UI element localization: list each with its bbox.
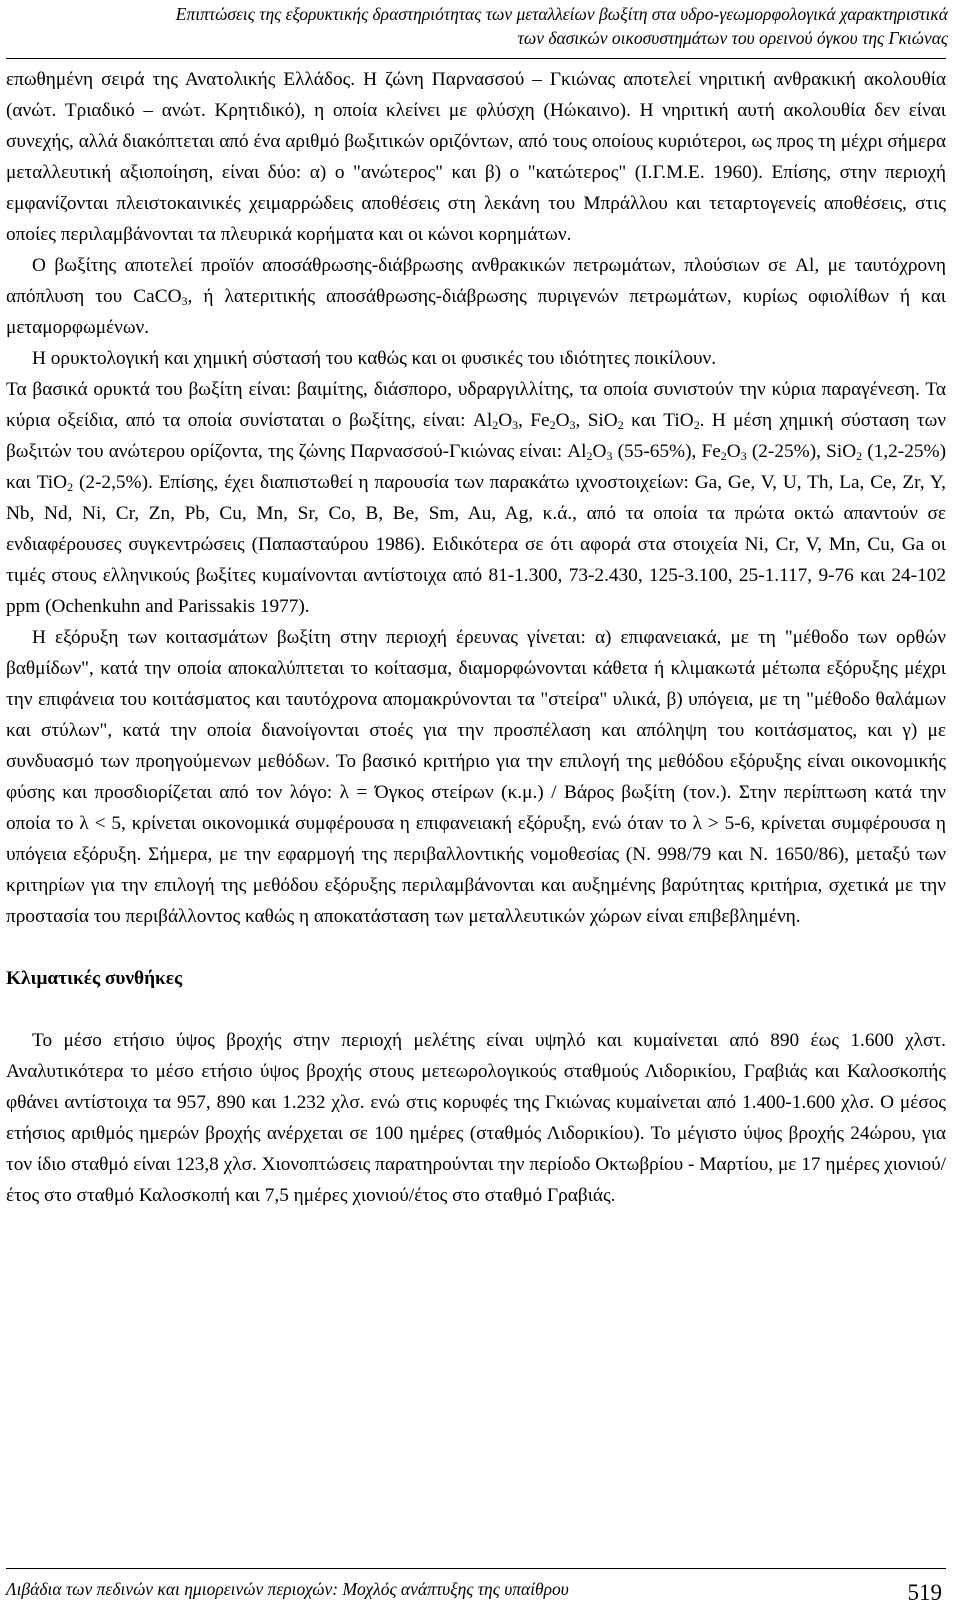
header-divider [6, 58, 946, 59]
running-header [0, 2, 948, 50]
paragraph-climate: Το μέσο ετήσιο ύψος βροχής στην περιοχή μελέτης είναι υψηλό και κυμαίνεται από 890 έως 1.600 χλστ. Αναλυτικότερα το μέσο ετήσιο ύψος βροχής στους μετεωρολογικούς σταθμούς Λιδορικίου, Γραβιάς και Καλοσκοπής φθάνει αντίστοιχα τα 957, 890 και 1.232 χλσ. ενώ στις κορυφές της Γκιώνας κυμαίνεται από 1.400-1.600 χλσ. Ο μέσος ετήσιος αριθμός ημερών βροχής ανέρχεται σε 100 ημέρες (σταθμός Λιδορικίου). Το μέγιστο ύψος βροχής 24ώρου, για τον ίδιο σταθμό είναι 123,8 χλσ. Χιονοπτώσεις παρατηρούνται την περίοδο Οκτωβρίου - Μαρτίου, με 17 ημέρες χιονιού/έτος στο σταθμό Καλοσκοπή και 7,5 ημέρες χιονιού/έτος στο σταθμό Γραβιάς. [6, 1030, 946, 1206]
section-heading-climate: Κλιματικές συνθήκες [6, 968, 183, 989]
paragraph-composition: Η ορυκτολογική και χημική σύστασή του καθώς και οι φυσικές του ιδιότητες ποικίλουν. [32, 348, 717, 369]
paragraph-geology: επωθημένη σειρά της Ανατολικής Ελλάδος. Η ζώνη Παρνασσού – Γκιώνας αποτελεί νηριτική ανθρακική ακολουθία (ανώτ. Τριαδικό – ανώτ. Κρητιδικό), η οποία κλείνει με φλύσχη (Ηώκαινο). Η νηριτική αυτή ακολουθία δεν είναι συνεχής, αλλά διακόπτεται από ένα αριθμό βωξιτικών οριζόντων, από τους οποίους κυριότεροι, ως προς τη μέχρι σήμερα μεταλλευτική αξιοποίηση, είναι δύο: α) ο "ανώτερος" και β) ο "κατώτερος" (Ι.Γ.Μ.Ε. 1960). Επίσης, στην περιοχή εμφανίζονται πλειστοκαινικές χειμαρρώδεις αποθέσεις στη λεκάνη του Μπράλλου και τεταρτογενείς αποθέσεις, στις οποίες περιλαμβάνονται τα πλευρικά κορήματα και οι κώνοι κορημάτων. [6, 69, 946, 245]
footer-divider [6, 1568, 946, 1569]
paragraph-mining-methods: Η εξόρυξη των κοιτασμάτων βωξίτη στην περιοχή έρευνας γίνεται: α) επιφανειακά, με τη "μέθοδο των ορθών βαθμίδων", κατά την οποία αποκαλύπτεται το κοίτασμα, διαμορφώνονται κάθετα ή κλιμακωτά μέτωπα εξόρυξης μέχρι την επιφάνεια του κοιτάσματος και ταυτόχρονα απομακρύνονται τα "στείρα" υλικά, β) υπόγεια, με τη "μέθοδο θαλάμων και στύλων", κατά την οποία διανοίγονται στοές για την προσπέλαση και απόληψη του κοιτάσματος, και γ) με συνδυασμό των προηγούμενων μεθόδων. Το βασικό κριτήριο για την επιλογή της μεθόδου εξόρυξης είναι οικονομικής φύσης και προσδιορίζεται από τον λόγο: λ = Όγκος στείρων (κ.μ.) / Βάρος βωξίτη (τον.). Στην περίπτωση κατά την οποία το λ < 5, κρίνεται οικονομικά συμφέρουσα η επιφανειακή εξόρυξη, ενώ όταν το λ > 5-6, κρίνεται συμφέρουσα η υπόγεια εξόρυξη. Σήμερα, με την εφαρμογή της περιβαλλοντικής νομοθεσίας (Ν. 998/79 και Ν. 1650/86), μεταξύ των κριτηρίων για την επιλογή της μεθόδου εξόρυξης περιλαμβάνονται και αυξημένης βαρύτητας κριτήρια, σχετικά με την προστασία του περιβάλλοντος καθώς η αποκατάσταση των μεταλλευτικών χώρων είναι επιβεβλημένη. [6, 627, 946, 927]
page-number: 519 [907, 1580, 942, 1605]
paragraph-minerals: Τα βασικά ορυκτά του βωξίτη είναι: βαιμίτης, διάσπορο, υδραργιλλίτης, τα οποία συνιστούν την κύρια παραγένεση. Τα κύρια οξείδια, από τα οποία συνίσταται ο βωξίτης, είναι: $Al_2O_3$, $Fe_2O_3$, SiO$_2$ και TiO$_2$. Η μέση χημική σύσταση των βωξιτών του ανώτερου ορίζοντα, της ζώνης Παρνασσού-Γκιώνας είναι: $Al_2O_3$ (55-65%), $Fe_2O_3$ (2-25%), SiO$_2$ (1,2-25%) και TiO$_2$ (2-2,5%). Επίσης, έχει διαπιστωθεί η παρουσία των παρακάτω ιχνοστοιχείων: Ga, Ge, V, U, Th, La, Ce, Zr, Y, Nb, Nd, Ni, Cr, Zn, Pb, Cu, Mn, Sr, Co, B, Be, Sm, Au, Ag, κ.ά., από τα οποία τα πρώτα οκτώ απαντούν σε ενδιαφέρουσες συγκεντρώσεις (Παπασταύρου 1986). Ειδικότερα σε ότι αφορά στα στοιχεία Ni, Cr, V, Mn, Cu, Ga οι τιμές στους ελληνικούς βωξίτες κυμαίνονται αντίστοιχα από 81-1.300, 73-2.430, 125-3.100, 25-1.117, 9-76 και 24-102 ppm (Ochenkuhn and Parissakis 1977). [6, 379, 947, 617]
paragraph-bauxite-origin: Ο βωξίτης αποτελεί προϊόν αποσάθρωσης-διάβρωσης ανθρακικών πετρωμάτων, πλούσιων σε Al, με ταυτόχρονη απόπλυση του CaCO$_3$, ή λατεριτικής αποσάθρωσης-διάβρωσης πυριγενών πετρωμάτων, κυρίως οφιολίθων ή και μεταμορφωμένων. [6, 255, 946, 338]
running-header-line-2: των δασικών οικοσυστημάτων του ορεινού όγκου της Γκιώνας [517, 28, 948, 48]
running-header-line-1: Επιπτώσεις της εξορυκτικής δραστηριότητας των μεταλλείων βωξίτη στα υδρο-γεωμορφολογικά χαρακτηριστικά [175, 4, 948, 24]
running-footer: Λιβάδια των πεδινών και ημιορεινών περιοχών: Μοχλός ανάπτυξης της υπαίθρου [6, 1579, 569, 1599]
body-text [6, 64, 946, 1211]
